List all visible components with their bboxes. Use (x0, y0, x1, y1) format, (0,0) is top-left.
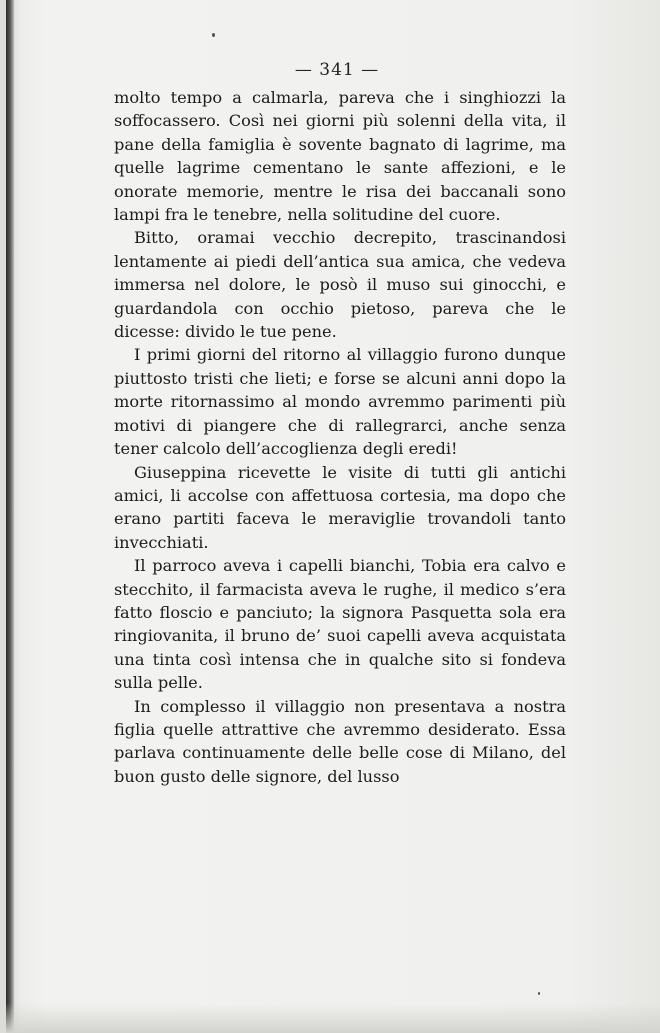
ink-speck (538, 992, 540, 995)
paragraph: I primi giorni del ritorno al villaggio furono dunque piuttosto tristi che lieti; e forse se alcuni anni dopo la morte ritornassimo al mondo avremmo parimenti più motivi di piangere che di rallegrarci, anche senza tener calcolo dell’accoglienza degli eredi! (114, 345, 566, 459)
binding-edge (6, 0, 14, 1033)
ink-speck (212, 33, 215, 37)
paragraph: Giuseppina ricevette le visite di tutti gli antichi amici, li accolse con affettuosa cortesia, ma dopo che erano partiti faceva le meraviglie trovandoli tanto invecchiati. (114, 462, 566, 552)
paragraph: Il parroco aveva i capelli bianchi, Tobia era calvo e stecchito, il farmacista aveva le rughe, il medico s’era fatto floscio e panciuto; la signora Pasquetta sola era ringiovanita, il bruno de’ suoi capelli aveva acquistata una tinta così intensa che in qualche sito si fondeva sulla pelle. (114, 556, 566, 693)
page-number: — 341 — (294, 60, 380, 80)
paragraph: In complesso il villaggio non presentava a nostra figlia quelle attrattive che avremmo desiderato. Essa parlava continuamente delle belle cose di Milano, del buon gusto delle signore, del lusso (114, 696, 566, 786)
paragraph: molto tempo a calmarla, pareva che i singhiozzi la soffocassero. Così nei giorni più solenni della vita, il pane della famiglia è sovente bagnato di lagrime, ma quelle lagrime cementano le sante affezioni, e le onorate memorie, mentre le risa dei baccanali sono lampi fra le tenebre, nella solitudine del cuore. (114, 88, 566, 225)
book-page (6, 0, 660, 1033)
paragraph: Bitto, oramai vecchio decrepito, trascinandosi lentamente ai piedi dell’antica sua amica, che vedeva immersa nel dolore, le posò il muso sui ginocchi, e guardandola con occhio pietoso, pareva che le dicesse: divido le tue pene. (114, 228, 566, 342)
body-text (114, 86, 566, 788)
page-bottom-shadow (6, 1003, 660, 1033)
